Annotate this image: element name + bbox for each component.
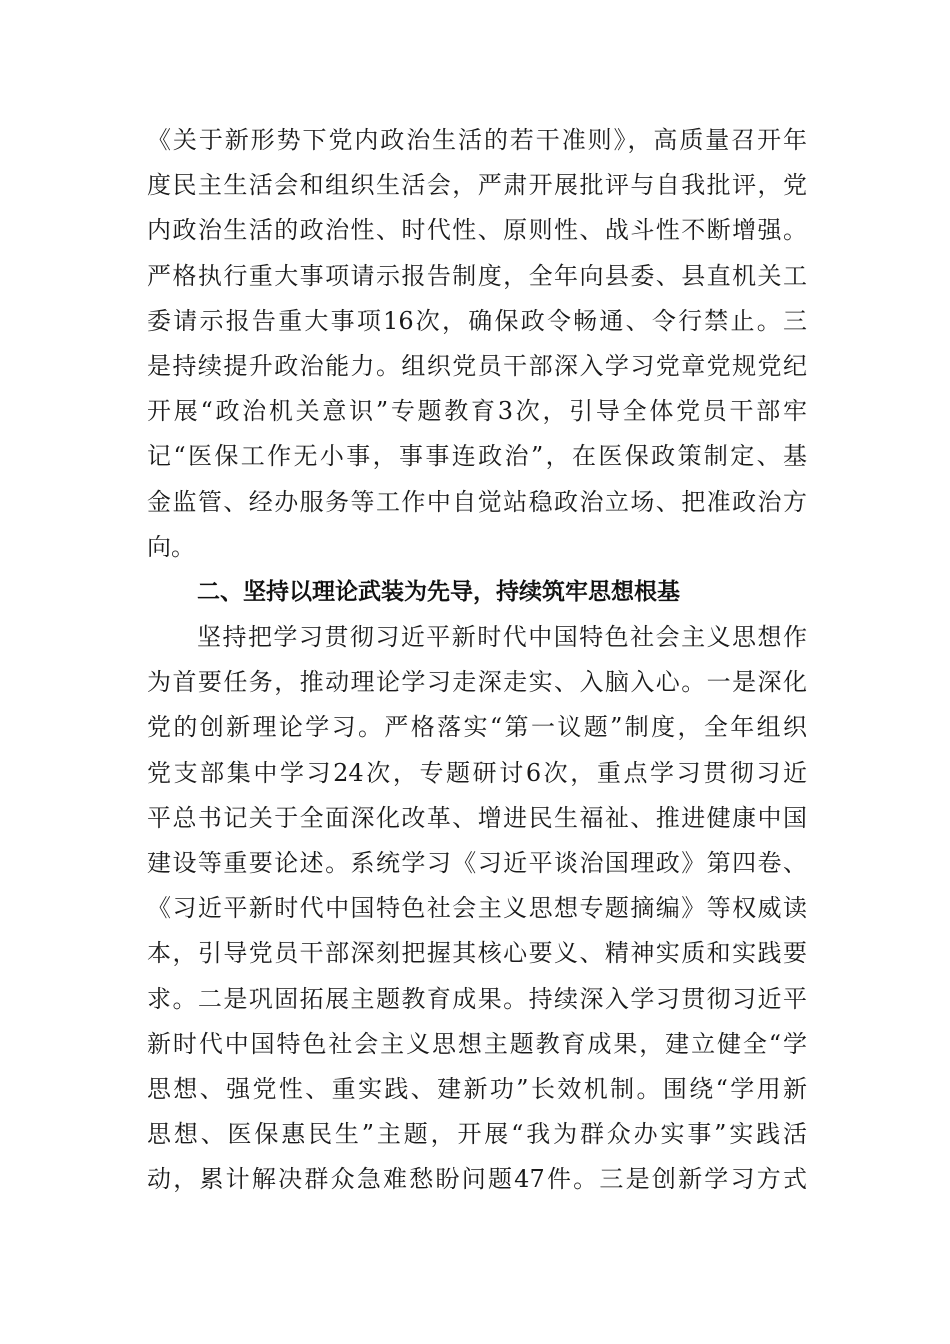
text-line: 金监管、经办服务等工作中自觉站稳政治立场、把准政治方 — [147, 487, 807, 516]
text-line: 《习近平新时代中国特色社会主义思想专题摘编》等权威读 — [147, 894, 807, 923]
paragraph-1 — [147, 118, 807, 570]
text-line: 开展“政治机关意识”专题教育3次，引导全体党员干部牢 — [147, 397, 807, 426]
text-line: 新时代中国特色社会主义思想主题教育成果，建立健全“学 — [147, 1029, 807, 1058]
text-line: 记“医保工作无小事，事事连政治”，在医保政策制定、基 — [147, 442, 807, 471]
text-line: 向。 — [147, 532, 195, 561]
document-page — [147, 118, 807, 1203]
paragraph-2 — [147, 615, 807, 1202]
section-heading: 二、坚持以理论武装为先导，持续筑牢思想根基 — [197, 578, 680, 605]
text-line: 动，累计解决群众急难愁盼问题47件。三是创新学习方式 — [147, 1165, 807, 1194]
text-line: 党支部集中学习24次，专题研讨6次，重点学习贯彻习近 — [147, 758, 807, 787]
text-line: 严格执行重大事项请示报告制度，全年向县委、县直机关工 — [147, 261, 807, 290]
text-line: 委请示报告重大事项16次，确保政令畅通、令行禁止。三 — [147, 306, 807, 335]
text-line: 是持续提升政治能力。组织党员干部深入学习党章党规党纪 — [147, 351, 807, 380]
text-line: 建设等重要论述。系统学习《习近平谈治国理政》第四卷、 — [147, 849, 807, 877]
text-line: 党的创新理论学习。严格落实“第一议题”制度，全年组织 — [147, 713, 807, 742]
text-line: 思想、强党性、重实践、建新功”长效机制。围绕“学用新 — [147, 1074, 807, 1103]
text-line: 为首要任务，推动理论学习走深走实、入脑入心。一是深化 — [147, 668, 807, 697]
text-line: 求。二是巩固拓展主题教育成果。持续深入学习贯彻习近平 — [147, 984, 807, 1013]
text-line: 坚持把学习贯彻习近平新时代中国特色社会主义思想作 — [197, 623, 807, 652]
text-line: 思想、医保惠民生”主题，开展“我为群众办实事”实践活 — [147, 1120, 807, 1149]
text-line: 本，引导党员干部深刻把握其核心要义、精神实质和实践要 — [147, 939, 807, 968]
text-line: 平总书记关于全面深化改革、增进民生福祉、推进健康中国 — [147, 803, 807, 832]
text-line: 度民主生活会和组织生活会，严肃开展批评与自我批评，党 — [147, 171, 807, 200]
text-line: 《关于新形势下党内政治生活的若干准则》，高质量召开年 — [147, 126, 807, 154]
text-line: 内政治生活的政治性、时代性、原则性、战斗性不断增强。 — [147, 216, 807, 245]
